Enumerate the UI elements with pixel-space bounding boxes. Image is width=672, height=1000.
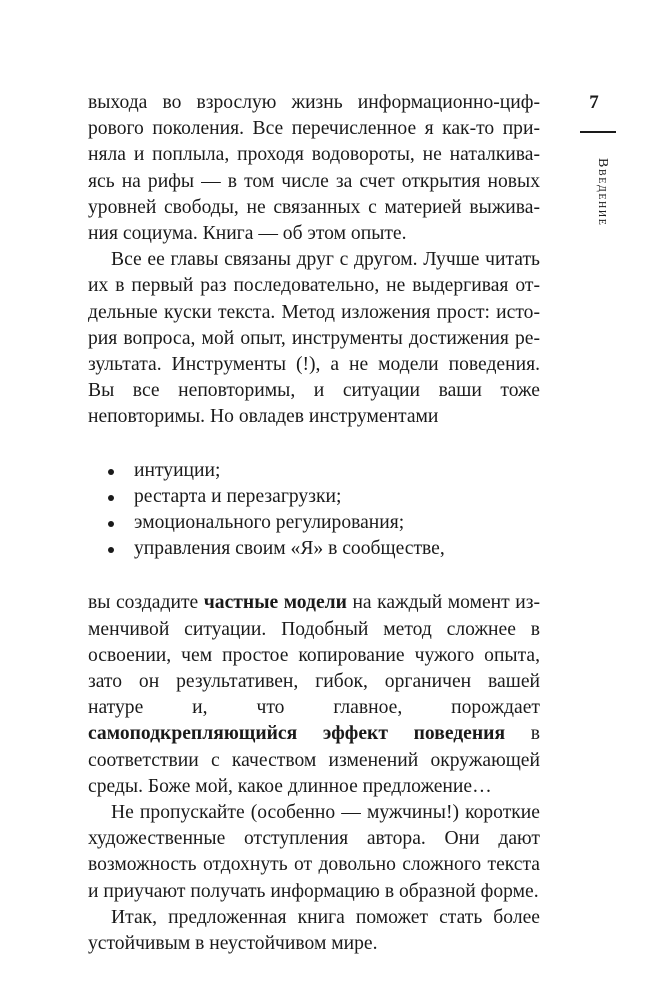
paragraph-3-text-2: на каждый момент изменчивой ситуации. Подобный метод сложнее в освоении, чем простое копирование чужого опыта, зато он результативен, гибок, органичен вашей натуре и, что главное, порождает [88,592,540,719]
body-text [88,90,540,957]
bullet-icon [108,469,114,475]
bullet-icon [108,547,114,553]
bullet-list [88,458,540,563]
bold-phrase-self-reinforcing-effect: самоподкрепляющийся эффект поведения [88,723,506,745]
paragraph-2: Все ее главы связаны друг с другом. Лучше читать их в первый раз последовательно, не выдергивая отдельные куски текста. Метод изложения прост: история вопроса, мой опыт, инструменты достижения результата. Инструменты (!), а не модели поведения. Вы все неповторимы, и ситуации ваши тоже неповторимы. Но овладев инструментами [88,249,540,428]
paragraph-3-text-3: в соответствии с качеством изменений окружающей среды. Боже мой, какое длинное предложение… [88,723,540,797]
list-item [108,458,540,484]
paragraph-1: выхода во взрослую жизнь информационно-цифрового поколения. Все перечисленное я как-то приняла и поплыла, проходя водовороты, не наталкиваясь на рифы — в том числе за счет открытия новых уровней свободы, не связанных с материей выживания социума. Книга — об этом опыте. [88,92,540,245]
list-item-text: управления своим «Я» в сообществе, [134,538,445,560]
paragraph-3 [88,590,540,800]
list-item-text: рестарта и перезагрузки; [134,485,342,507]
bullet-icon [108,495,114,501]
bold-phrase-private-models: частные модели [203,592,347,614]
list-item-text: эмоционального регулирования; [134,512,405,534]
list-item-text: интуиции; [134,459,221,481]
list-item [108,484,540,510]
bullet-icon [108,521,114,527]
list-item [108,510,540,536]
paragraph-5: Итак, предложенная книга поможет стать более устойчивым в неустойчивом мире. [88,906,540,955]
running-head: Введение [595,158,610,227]
page-number: 7 [589,92,599,113]
paragraph-4: Не пропускайте (особенно — мужчины!) короткие художественные отступления автора. Они дают возможность отдохнуть от довольно сложного текста и приучают получать информацию в образной форме. [88,802,540,902]
list-item [108,536,540,562]
header-rule [580,131,616,133]
paragraph-3-text-1: вы создадите [88,592,204,614]
